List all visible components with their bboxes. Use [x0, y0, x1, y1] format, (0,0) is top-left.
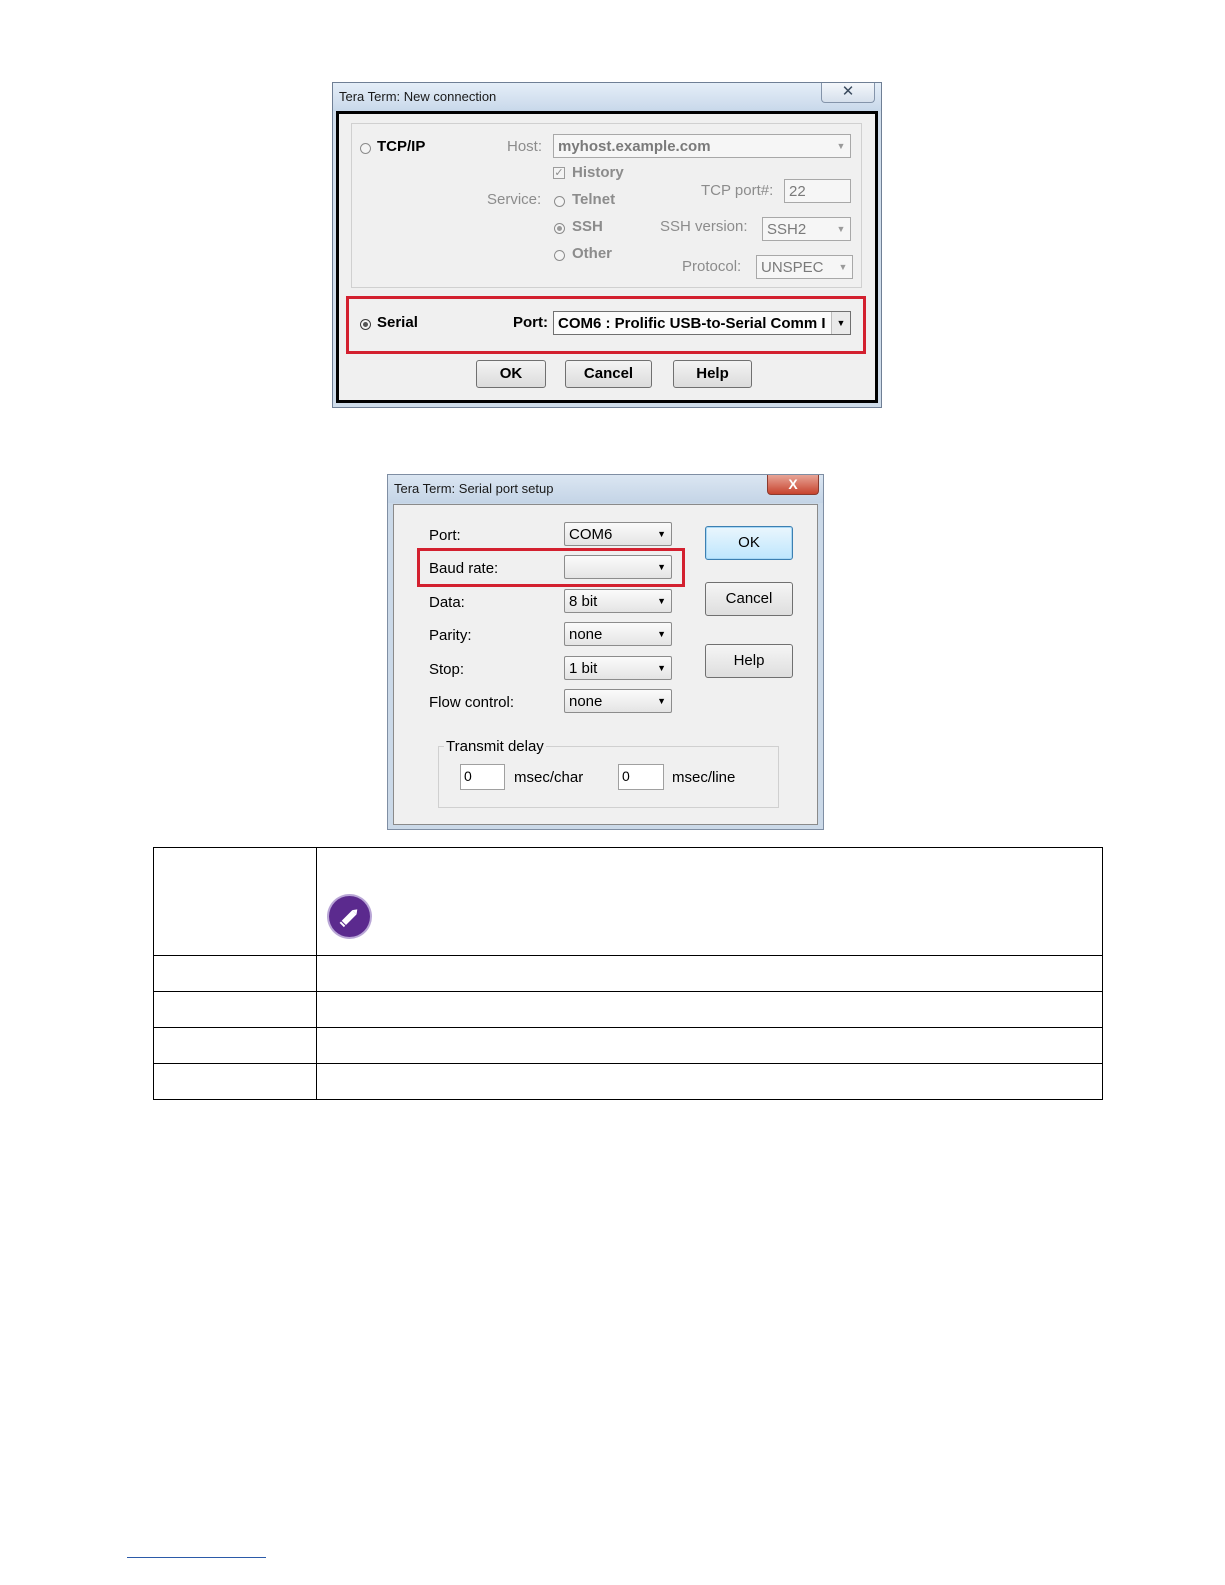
tcp-port-value: 22 — [789, 183, 806, 200]
stop-select[interactable] — [564, 656, 672, 680]
history-checkbox[interactable]: ✓ — [554, 167, 564, 179]
chevron-down-icon: ▼ — [831, 312, 850, 334]
ssh-label: SSH — [572, 218, 603, 235]
tcpip-radio[interactable] — [360, 143, 371, 154]
data-label: Data: — [429, 594, 465, 611]
ssh-version-combo[interactable] — [762, 217, 851, 241]
dialog-title: Tera Term: New connection — [339, 89, 497, 104]
flow-control-label: Flow control: — [429, 694, 515, 711]
table-cell — [317, 1028, 1103, 1064]
line-delay-field[interactable] — [618, 764, 664, 790]
flow-control-value: none — [569, 693, 603, 710]
port-select[interactable] — [564, 522, 672, 546]
chevron-down-icon: ▼ — [657, 696, 666, 706]
chevron-down-icon: ▼ — [838, 262, 848, 272]
host-label: Host: — [507, 138, 543, 155]
other-radio[interactable] — [554, 250, 565, 261]
table-cell — [317, 956, 1103, 992]
service-label: Service: — [487, 191, 542, 208]
tcp-port-field[interactable] — [784, 179, 851, 203]
table-row — [154, 1064, 1103, 1100]
chevron-down-icon: ▼ — [836, 224, 846, 234]
table-row — [154, 848, 1103, 956]
table-row — [154, 1028, 1103, 1064]
parity-label: Parity: — [429, 627, 472, 644]
chevron-down-icon: ▼ — [657, 529, 666, 539]
protocol-label: Protocol: — [682, 258, 742, 275]
host-value: myhost.example.com — [558, 138, 711, 155]
table-cell — [154, 992, 317, 1028]
help-button[interactable]: Help — [705, 644, 793, 678]
cancel-button[interactable]: Cancel — [565, 360, 652, 388]
new-connection-dialog — [332, 82, 882, 408]
close-button[interactable]: X — [767, 475, 819, 495]
note-cell — [317, 848, 1103, 956]
host-combo[interactable] — [553, 134, 851, 158]
table-cell — [154, 1064, 317, 1100]
ssh-radio[interactable] — [554, 223, 565, 234]
char-delay-value: 0 — [464, 768, 472, 784]
transmit-delay-label: Transmit delay — [446, 738, 544, 755]
table-cell — [154, 848, 317, 956]
tcp-port-label: TCP port#: — [701, 182, 774, 199]
protocol-value: UNSPEC — [761, 259, 824, 276]
chevron-down-icon: ▼ — [657, 629, 666, 639]
other-label: Other — [572, 245, 613, 262]
serial-radio[interactable] — [360, 319, 371, 330]
parity-select[interactable] — [564, 622, 672, 646]
tcpip-label: TCP/IP — [377, 138, 426, 155]
telnet-label: Telnet — [572, 191, 616, 208]
chevron-down-icon: ▼ — [657, 596, 666, 606]
cancel-button[interactable]: Cancel — [705, 582, 793, 616]
dialog-title: Tera Term: Serial port setup — [394, 481, 554, 496]
ssh-version-value: SSH2 — [767, 221, 807, 238]
port-value: COM6 — [569, 526, 613, 543]
table-row — [154, 992, 1103, 1028]
title-bar — [388, 475, 823, 503]
line-delay-value: 0 — [622, 768, 630, 784]
baud-rate-label: Baud rate: — [429, 560, 499, 577]
close-button[interactable]: ✕ — [821, 83, 875, 103]
spec-table — [153, 847, 1103, 1100]
table-row — [154, 956, 1103, 992]
data-value: 8 bit — [569, 593, 598, 610]
chevron-down-icon: ▼ — [657, 562, 666, 572]
chevron-down-icon: ▼ — [836, 141, 846, 151]
ssh-version-label: SSH version: — [660, 218, 748, 235]
table-cell — [317, 1064, 1103, 1100]
port-label: Port: — [513, 314, 548, 331]
chevron-down-icon: ▼ — [657, 663, 666, 673]
footer-link-underline — [127, 1557, 266, 1558]
dialog-client-area — [336, 111, 878, 403]
serial-label: Serial — [377, 314, 418, 331]
table-cell — [154, 956, 317, 992]
ok-button[interactable]: OK — [705, 526, 793, 560]
table-cell — [317, 992, 1103, 1028]
help-button[interactable]: Help — [673, 360, 752, 388]
serial-setup-dialog — [387, 474, 824, 830]
dialog-client-area — [393, 504, 818, 825]
protocol-combo[interactable] — [756, 255, 853, 279]
ok-button[interactable]: OK — [476, 360, 546, 388]
line-delay-unit: msec/line — [672, 769, 736, 786]
port-label: Port: — [429, 527, 461, 544]
data-select[interactable] — [564, 589, 672, 613]
stop-label: Stop: — [429, 661, 465, 678]
telnet-radio[interactable] — [554, 196, 565, 207]
history-label: History — [572, 164, 624, 181]
flow-control-select[interactable] — [564, 689, 672, 713]
baud-rate-select[interactable] — [564, 555, 672, 579]
port-value: COM6 : Prolific USB-to-Serial Comm I — [558, 315, 826, 332]
table-cell — [154, 1028, 317, 1064]
char-delay-field[interactable] — [460, 764, 505, 790]
title-bar — [333, 83, 881, 111]
parity-value: none — [569, 626, 603, 643]
pencil-icon — [329, 896, 370, 937]
stop-value: 1 bit — [569, 660, 598, 677]
char-delay-unit: msec/char — [514, 769, 584, 786]
port-combo[interactable] — [553, 311, 851, 335]
